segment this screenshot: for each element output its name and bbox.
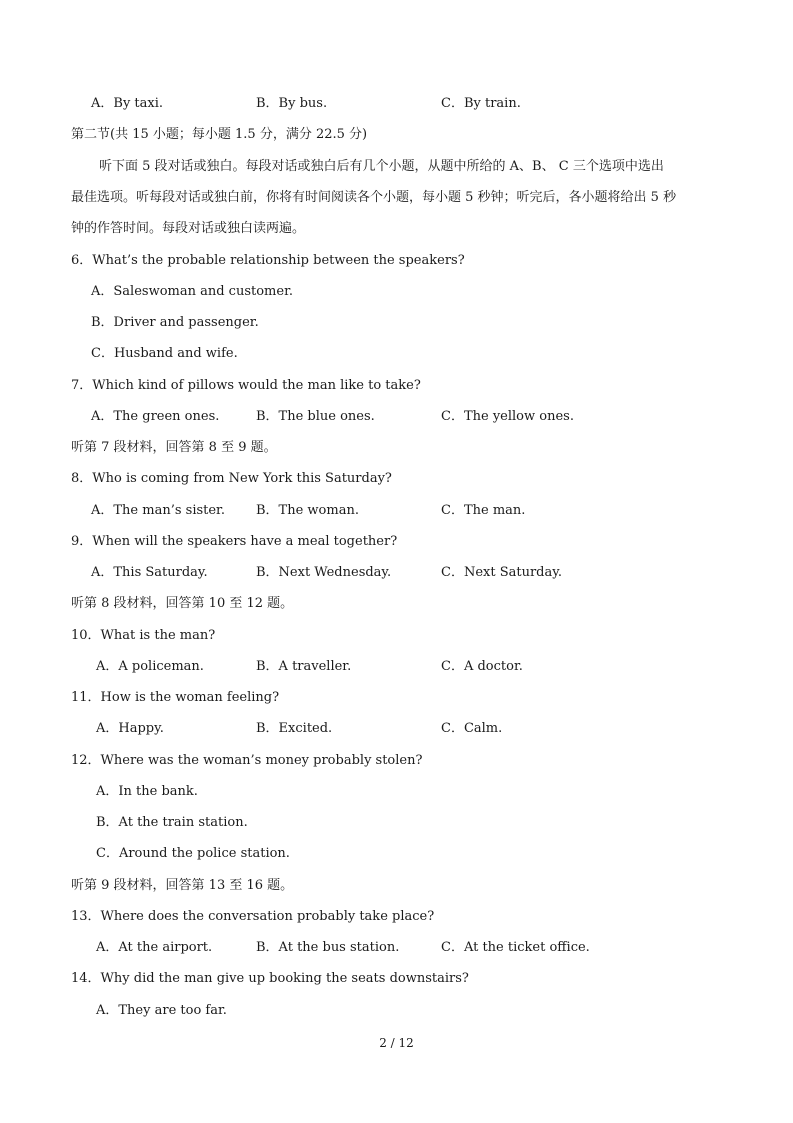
q11-option-a: A．Happy. [96, 721, 164, 736]
passage8-intro: 听第 8 段材料，回答第 10 至 12 题。 [71, 596, 294, 611]
q10-stem: 10．What is the man? [71, 628, 216, 643]
q12-option-a: A．In the bank. [96, 784, 198, 799]
q13-stem: 13．Where does the conversation probably take place? [71, 909, 435, 924]
q13-option-a: A．At the airport. [96, 940, 213, 955]
q12-option-b: B．At the train station. [96, 815, 248, 830]
q7-stem: 7．Which kind of pillows would the man like to take? [71, 378, 421, 393]
q8-option-a: A．The man’s sister. [91, 503, 225, 518]
q13-option-b: B．At the bus station. [256, 940, 400, 955]
q9-option-b: B．Next Wednesday. [256, 565, 392, 580]
q7-option-c: C．The yellow ones. [441, 409, 574, 424]
instructions-line-2: 最佳选项。听每段对话或独白前，你将有时间阅读各个小题，每小题 5 秒钟；听完后，各小题将给出 5 秒 [71, 190, 677, 205]
q9-option-a: A．This Saturday. [91, 565, 208, 580]
section-header: 第二节(共 15 小题；每小题 1.5 分，满分 22.5 分) [71, 127, 368, 142]
q14-option-a: A．They are too far. [96, 1003, 227, 1018]
instructions-line-1: 听下面 5 段对话或独白。每段对话或独白后有几个小题，从题中所给的 A、B、 C 三个选项中选出 [99, 159, 664, 174]
q6-stem: 6．What’s the probable relationship between the speakers? [71, 253, 465, 268]
q14-stem: 14．Why did the man give up booking the seats downstairs? [71, 971, 469, 986]
q6-option-a: A．Saleswoman and customer. [91, 284, 293, 299]
q5-option-a: A．By taxi. [91, 96, 164, 111]
q11-option-b: B．Excited. [256, 721, 333, 736]
q8-option-b: B．The woman. [256, 503, 359, 518]
q10-option-c: C．A doctor. [441, 659, 523, 674]
q7-option-b: B．The blue ones. [256, 409, 375, 424]
q6-option-b: B．Driver and passenger. [91, 315, 259, 330]
q8-stem: 8．Who is coming from New York this Saturday? [71, 471, 392, 486]
q7-option-a: A．The green ones. [91, 409, 220, 424]
q12-option-c: C．Around the police station. [96, 846, 290, 861]
q8-option-c: C．The man. [441, 503, 526, 518]
q13-option-c: C．At the ticket office. [441, 940, 590, 955]
q5-option-b: B．By bus. [256, 96, 328, 111]
q9-stem: 9．When will the speakers have a meal together? [71, 534, 398, 549]
q10-option-a: A．A policeman. [96, 659, 204, 674]
q9-option-c: C．Next Saturday. [441, 565, 562, 580]
q11-option-c: C．Calm. [441, 721, 503, 736]
passage7-intro: 听第 7 段材料，回答第 8 至 9 题。 [71, 440, 277, 455]
q6-option-c: C．Husband and wife. [91, 346, 238, 361]
page-number: 2 / 12 [379, 1036, 414, 1050]
q11-stem: 11．How is the woman feeling? [71, 690, 280, 705]
q10-option-b: B．A traveller. [256, 659, 352, 674]
q5-option-c: C．By train. [441, 96, 521, 111]
instructions-line-3: 钟的作答时间。每段对话或独白读两遍。 [71, 221, 306, 236]
q12-stem: 12．Where was the woman’s money probably stolen? [71, 753, 423, 768]
passage9-intro: 听第 9 段材料，回答第 13 至 16 题。 [71, 878, 294, 893]
